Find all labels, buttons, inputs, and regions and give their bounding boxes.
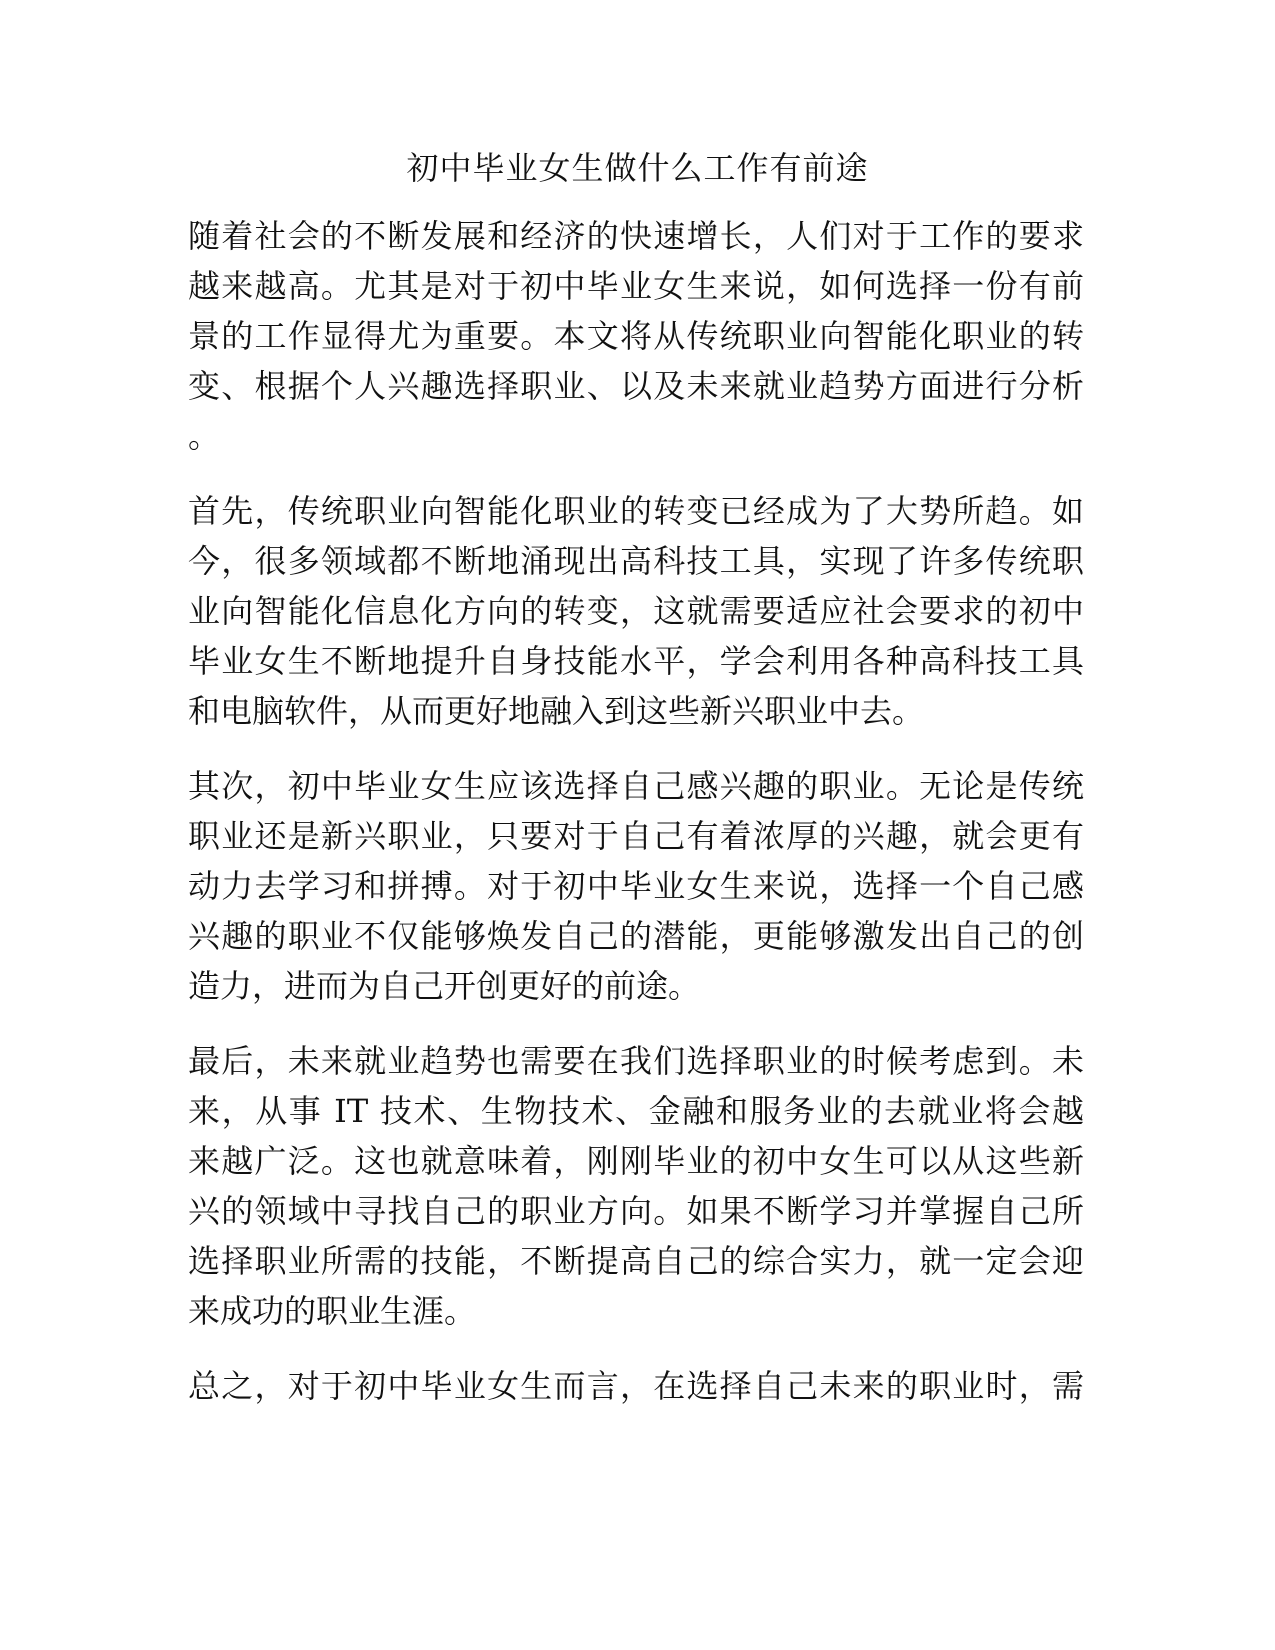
paragraph-third	[188, 1036, 1084, 1336]
paragraph-line: 。	[188, 417, 221, 455]
paragraph-line: 动力去学习和拼搏。对于初中毕业女生来说，选择一个自己感	[188, 867, 1084, 905]
paragraph-first	[188, 486, 1084, 736]
paragraph-line: 其次，初中毕业女生应该选择自己感兴趣的职业。无论是传统	[188, 767, 1084, 805]
paragraph-line: 造力，进而为自己开创更好的前途。	[188, 967, 701, 1005]
paragraph-second	[188, 761, 1084, 1011]
paragraph-line: 和电脑软件，从而更好地融入到这些新兴职业中去。	[188, 692, 925, 730]
paragraph-line: 今，很多领域都不断地涌现出高科技工具，实现了许多传统职	[188, 542, 1084, 580]
paragraph-line: 选择职业所需的技能，不断提高自己的综合实力，就一定会迎	[188, 1242, 1084, 1280]
paragraph-line: 总之，对于初中毕业女生而言，在选择自己未来的职业时，需	[188, 1367, 1084, 1405]
paragraph-line: 首先，传统职业向智能化职业的转变已经成为了大势所趋。如	[188, 492, 1084, 530]
paragraph-line: 景的工作显得尤为重要。本文将从传统职业向智能化职业的转	[188, 317, 1084, 355]
paragraph-line: 职业还是新兴职业，只要对于自己有着浓厚的兴趣，就会更有	[188, 817, 1084, 855]
paragraph-conclusion	[188, 1361, 1084, 1411]
paragraph-intro	[188, 211, 1084, 461]
paragraph-line: 来，从事 IT 技术、生物技术、金融和服务业的去就业将会越	[188, 1092, 1084, 1130]
paragraph-line: 兴的领域中寻找自己的职业方向。如果不断学习并掌握自己所	[188, 1192, 1084, 1230]
document-title: 初中毕业女生做什么工作有前途	[406, 149, 869, 187]
paragraph-line: 来越广泛。这也就意味着，刚刚毕业的初中女生可以从这些新	[188, 1142, 1084, 1180]
paragraph-line: 越来越高。尤其是对于初中毕业女生来说，如何选择一份有前	[188, 267, 1084, 305]
paragraph-line: 兴趣的职业不仅能够焕发自己的潜能，更能够激发出自己的创	[188, 917, 1084, 955]
paragraph-line: 随着社会的不断发展和经济的快速增长，人们对于工作的要求	[188, 217, 1084, 255]
paragraph-line: 来成功的职业生涯。	[188, 1292, 477, 1330]
paragraph-line: 业向智能化信息化方向的转变，这就需要适应社会要求的初中	[188, 592, 1084, 630]
paragraph-line: 毕业女生不断地提升自身技能水平，学会利用各种高科技工具	[188, 642, 1084, 680]
paragraph-line: 最后，未来就业趋势也需要在我们选择职业的时候考虑到。未	[188, 1042, 1084, 1080]
paragraph-line: 变、根据个人兴趣选择职业、以及未来就业趋势方面进行分析	[188, 367, 1084, 405]
